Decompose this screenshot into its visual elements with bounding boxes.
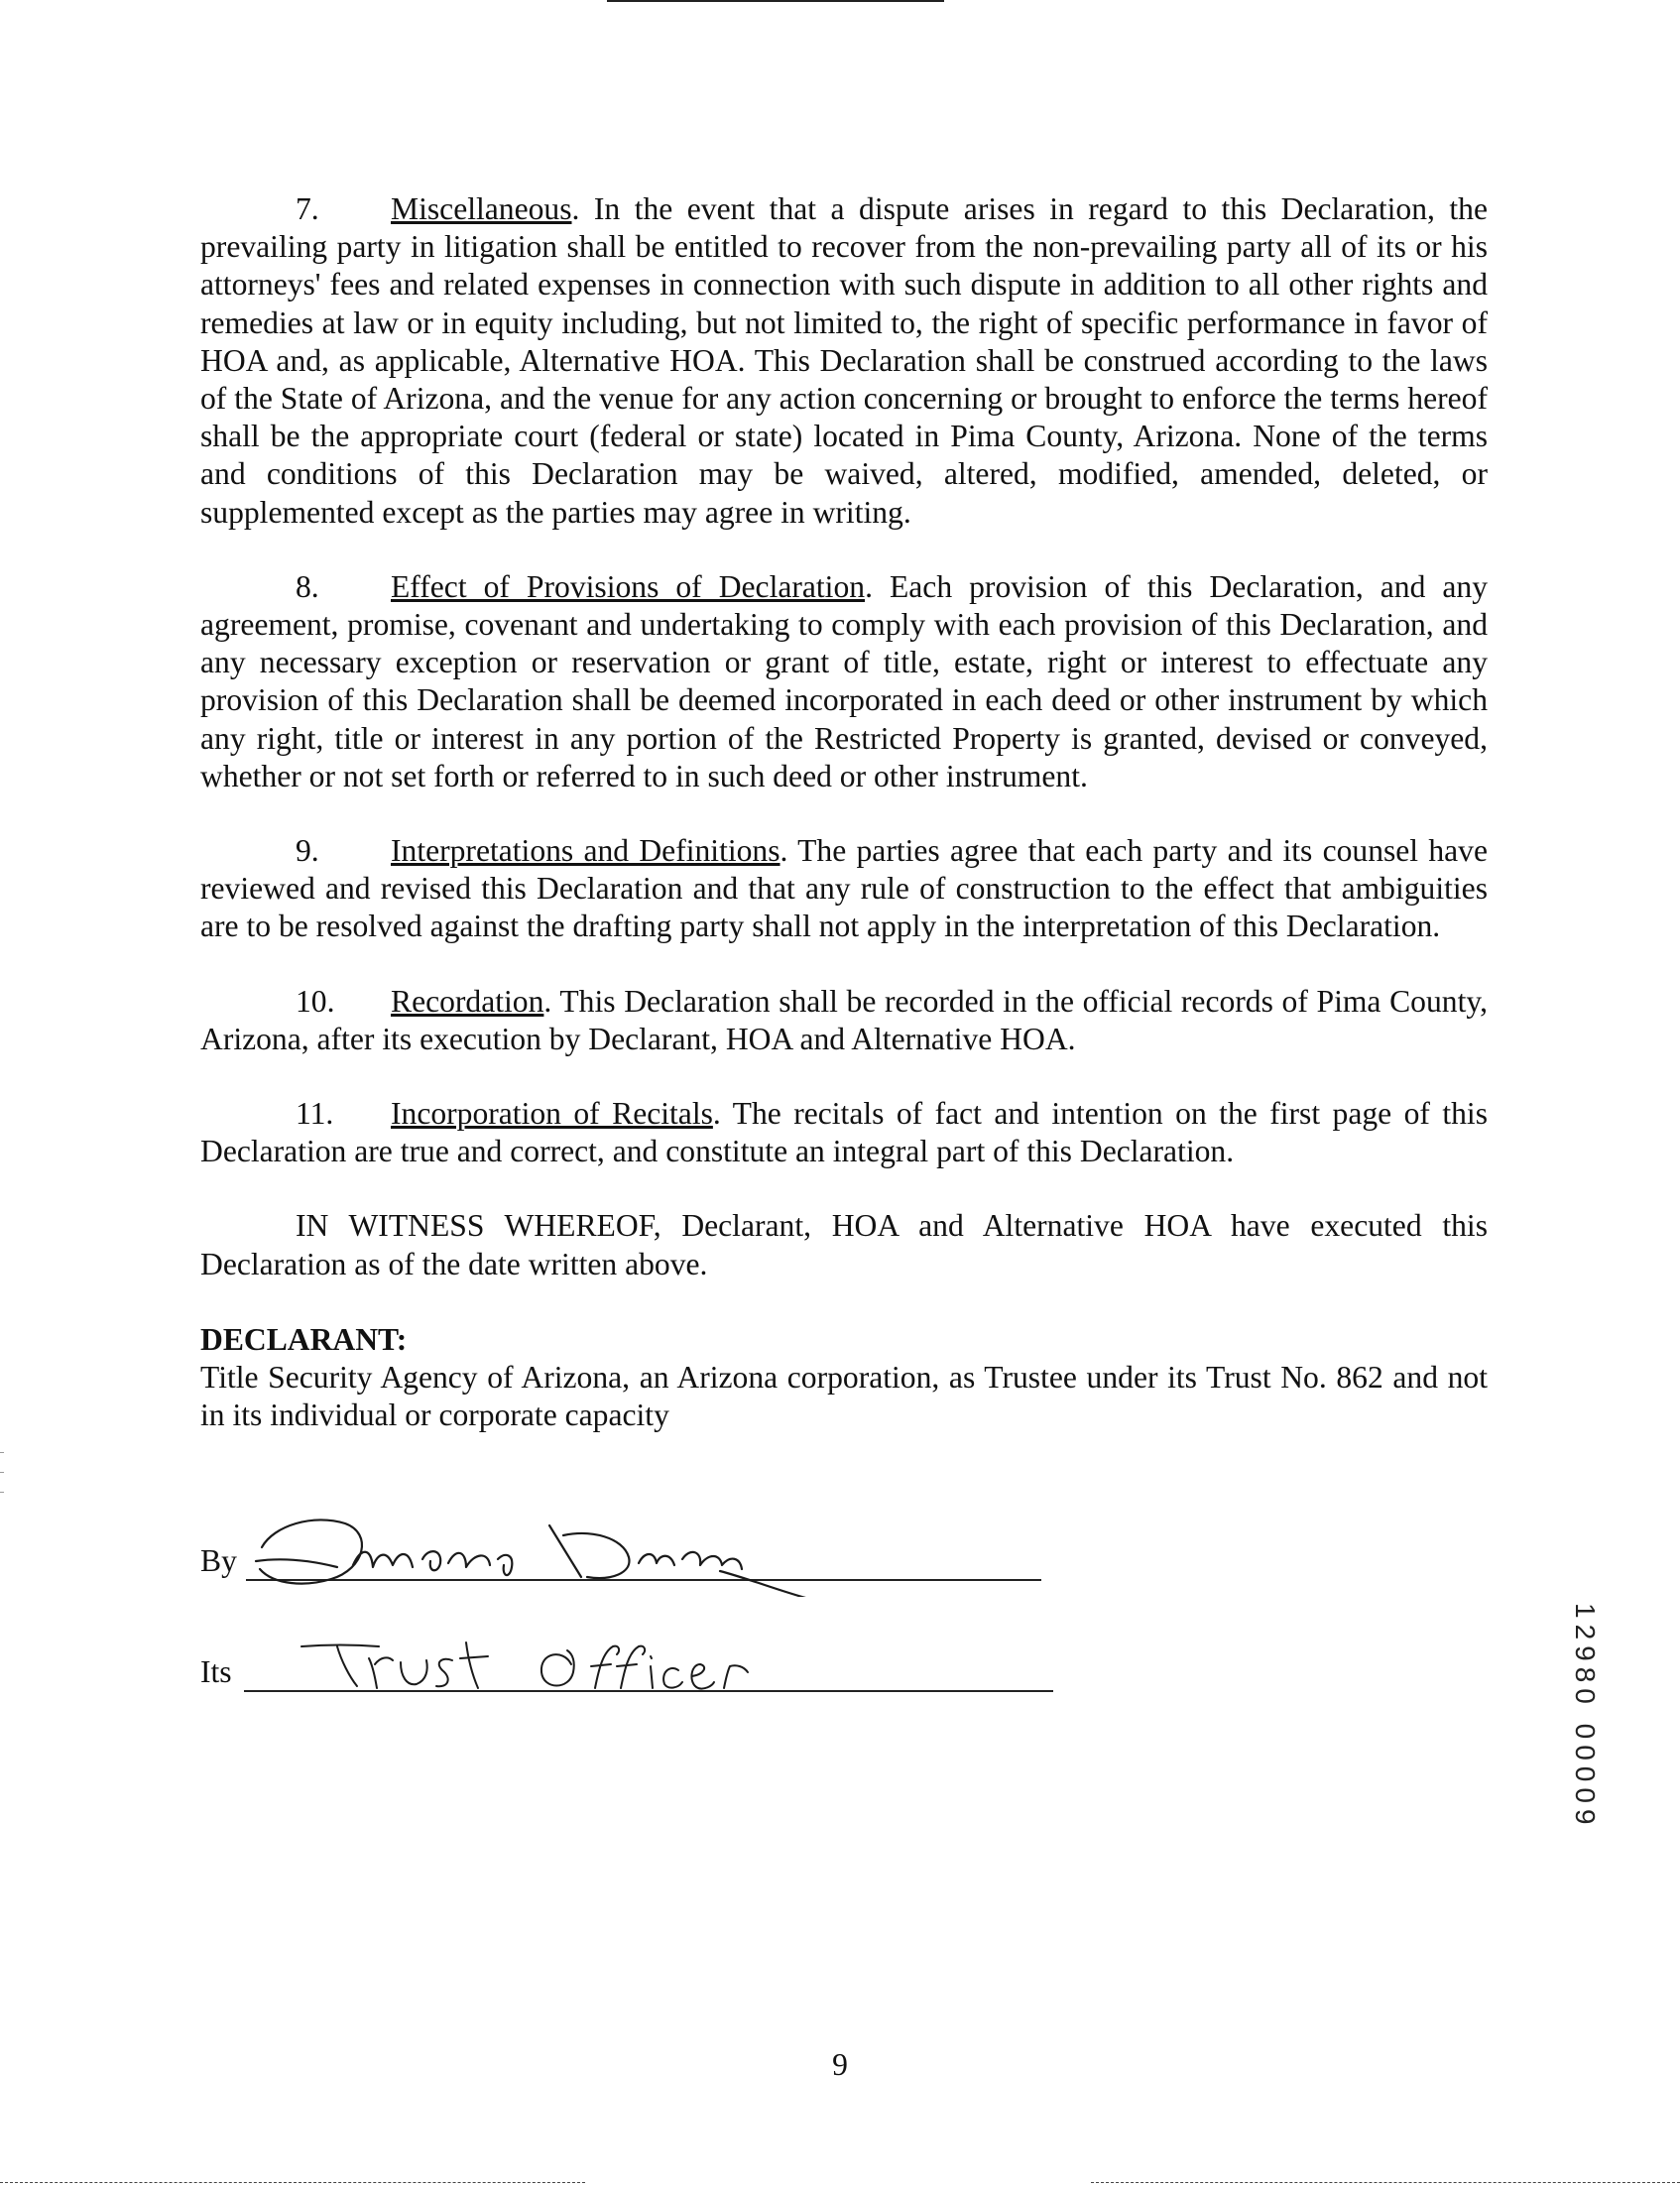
paragraph-number: 9. xyxy=(296,833,319,869)
paragraph-7 xyxy=(200,190,1488,532)
its-label: Its xyxy=(200,1654,232,1689)
paragraph-number: 7. xyxy=(296,191,319,226)
declarant-label: DECLARANT: xyxy=(200,1321,408,1357)
paragraph-heading: Interpretations and Definitions xyxy=(391,833,780,869)
paragraph-number: 8. xyxy=(296,568,319,604)
by-label: By xyxy=(200,1543,237,1578)
bottom-scan-rule-left xyxy=(0,2182,585,2183)
declarant-text: Title Security Agency of Arizona, an Arizona corporation, as Trustee under its Trust No. 862 and not in its individual or corporate capacity xyxy=(200,1360,1488,1433)
scan-mark xyxy=(0,1492,4,1493)
witness-clause: IN WITNESS WHEREOF, Declarant, HOA and Alternative HOA have executed this Declaration as of the date written above. xyxy=(200,1208,1488,1281)
document-body xyxy=(200,190,1488,1434)
paragraph-11 xyxy=(200,1095,1488,1170)
paragraph-8 xyxy=(200,568,1488,795)
handwritten-title-trust-officer xyxy=(298,1635,774,1698)
scan-mark xyxy=(0,1452,4,1453)
top-rule xyxy=(607,0,944,2)
paragraph-10 xyxy=(200,983,1488,1058)
paragraph-text: . This Declaration shall be recorded in the official records of Pima County, Arizona, after its execution by Declarant, HOA and Alternative HOA. xyxy=(200,983,1488,1056)
paragraph-text: . Each provision of this Declaration, and any agreement, promise, covenant and undertaking to comply with each provision of this Declaration, and any necessary exception or reservation or grant of title, estate, right or interest to effectuate any provision of this Declaration shall be deemed incorporated in each deed or other instrument by which any right, title or interest in any portion of the Restricted Property is granted, devised or conveyed, whether or not set forth or referred to in such deed or other instrument. xyxy=(200,568,1488,793)
page-number: 9 xyxy=(832,2047,848,2082)
paragraph-9 xyxy=(200,832,1488,946)
paragraph-heading: Effect of Provisions of Declaration xyxy=(391,568,866,604)
by-line xyxy=(200,1543,237,1579)
paragraph-text: . The parties agree that each party and its counsel have reviewed and revised this Declaration and that any rule of construction to the effect that ambiguities are to be resolved against the drafting party shall not apply in the interpretation of this Declaration. xyxy=(200,833,1488,944)
paragraph-text: . The recitals of fact and intention on the first page of this Declaration are true and correct, and constitute an integral part of this Declaration. xyxy=(200,1096,1488,1169)
paragraph-number: 11. xyxy=(296,1096,334,1132)
handwritten-signature xyxy=(254,1508,829,1597)
paragraph-heading: Miscellaneous xyxy=(391,191,572,226)
scan-mark xyxy=(0,1472,4,1473)
its-line xyxy=(200,1654,232,1690)
bottom-scan-rule-right xyxy=(1091,2182,1680,2183)
paragraph-text: . In the event that a dispute arises in regard to this Declaration, the prevailing party in litigation shall be entitled to recover from the non-prevailing party all of its or his attorneys' fees and related expenses in connection with such dispute in addition to all other rights and remedies at law or in equity including, but not limited to, the right of specific performance in favor of HOA and, as applicable, Alternative HOA. This Declaration shall be construed according to the laws of the State of Arizona, and the venue for any action concerning or brought to enforce the terms hereof shall be the appropriate court (federal or state) located in Pima County, Arizona. None of the terms and conditions of this Declaration may be waived, altered, modified, amended, deleted, or supplemented except as the parties may agree in writing. xyxy=(200,191,1488,530)
paragraph-heading: Incorporation of Recitals xyxy=(391,1096,713,1132)
recording-number-vertical: 12980 00009 xyxy=(1570,1603,1601,1831)
paragraph-heading: Recordation xyxy=(391,983,544,1019)
paragraph-number: 10. xyxy=(296,983,335,1019)
